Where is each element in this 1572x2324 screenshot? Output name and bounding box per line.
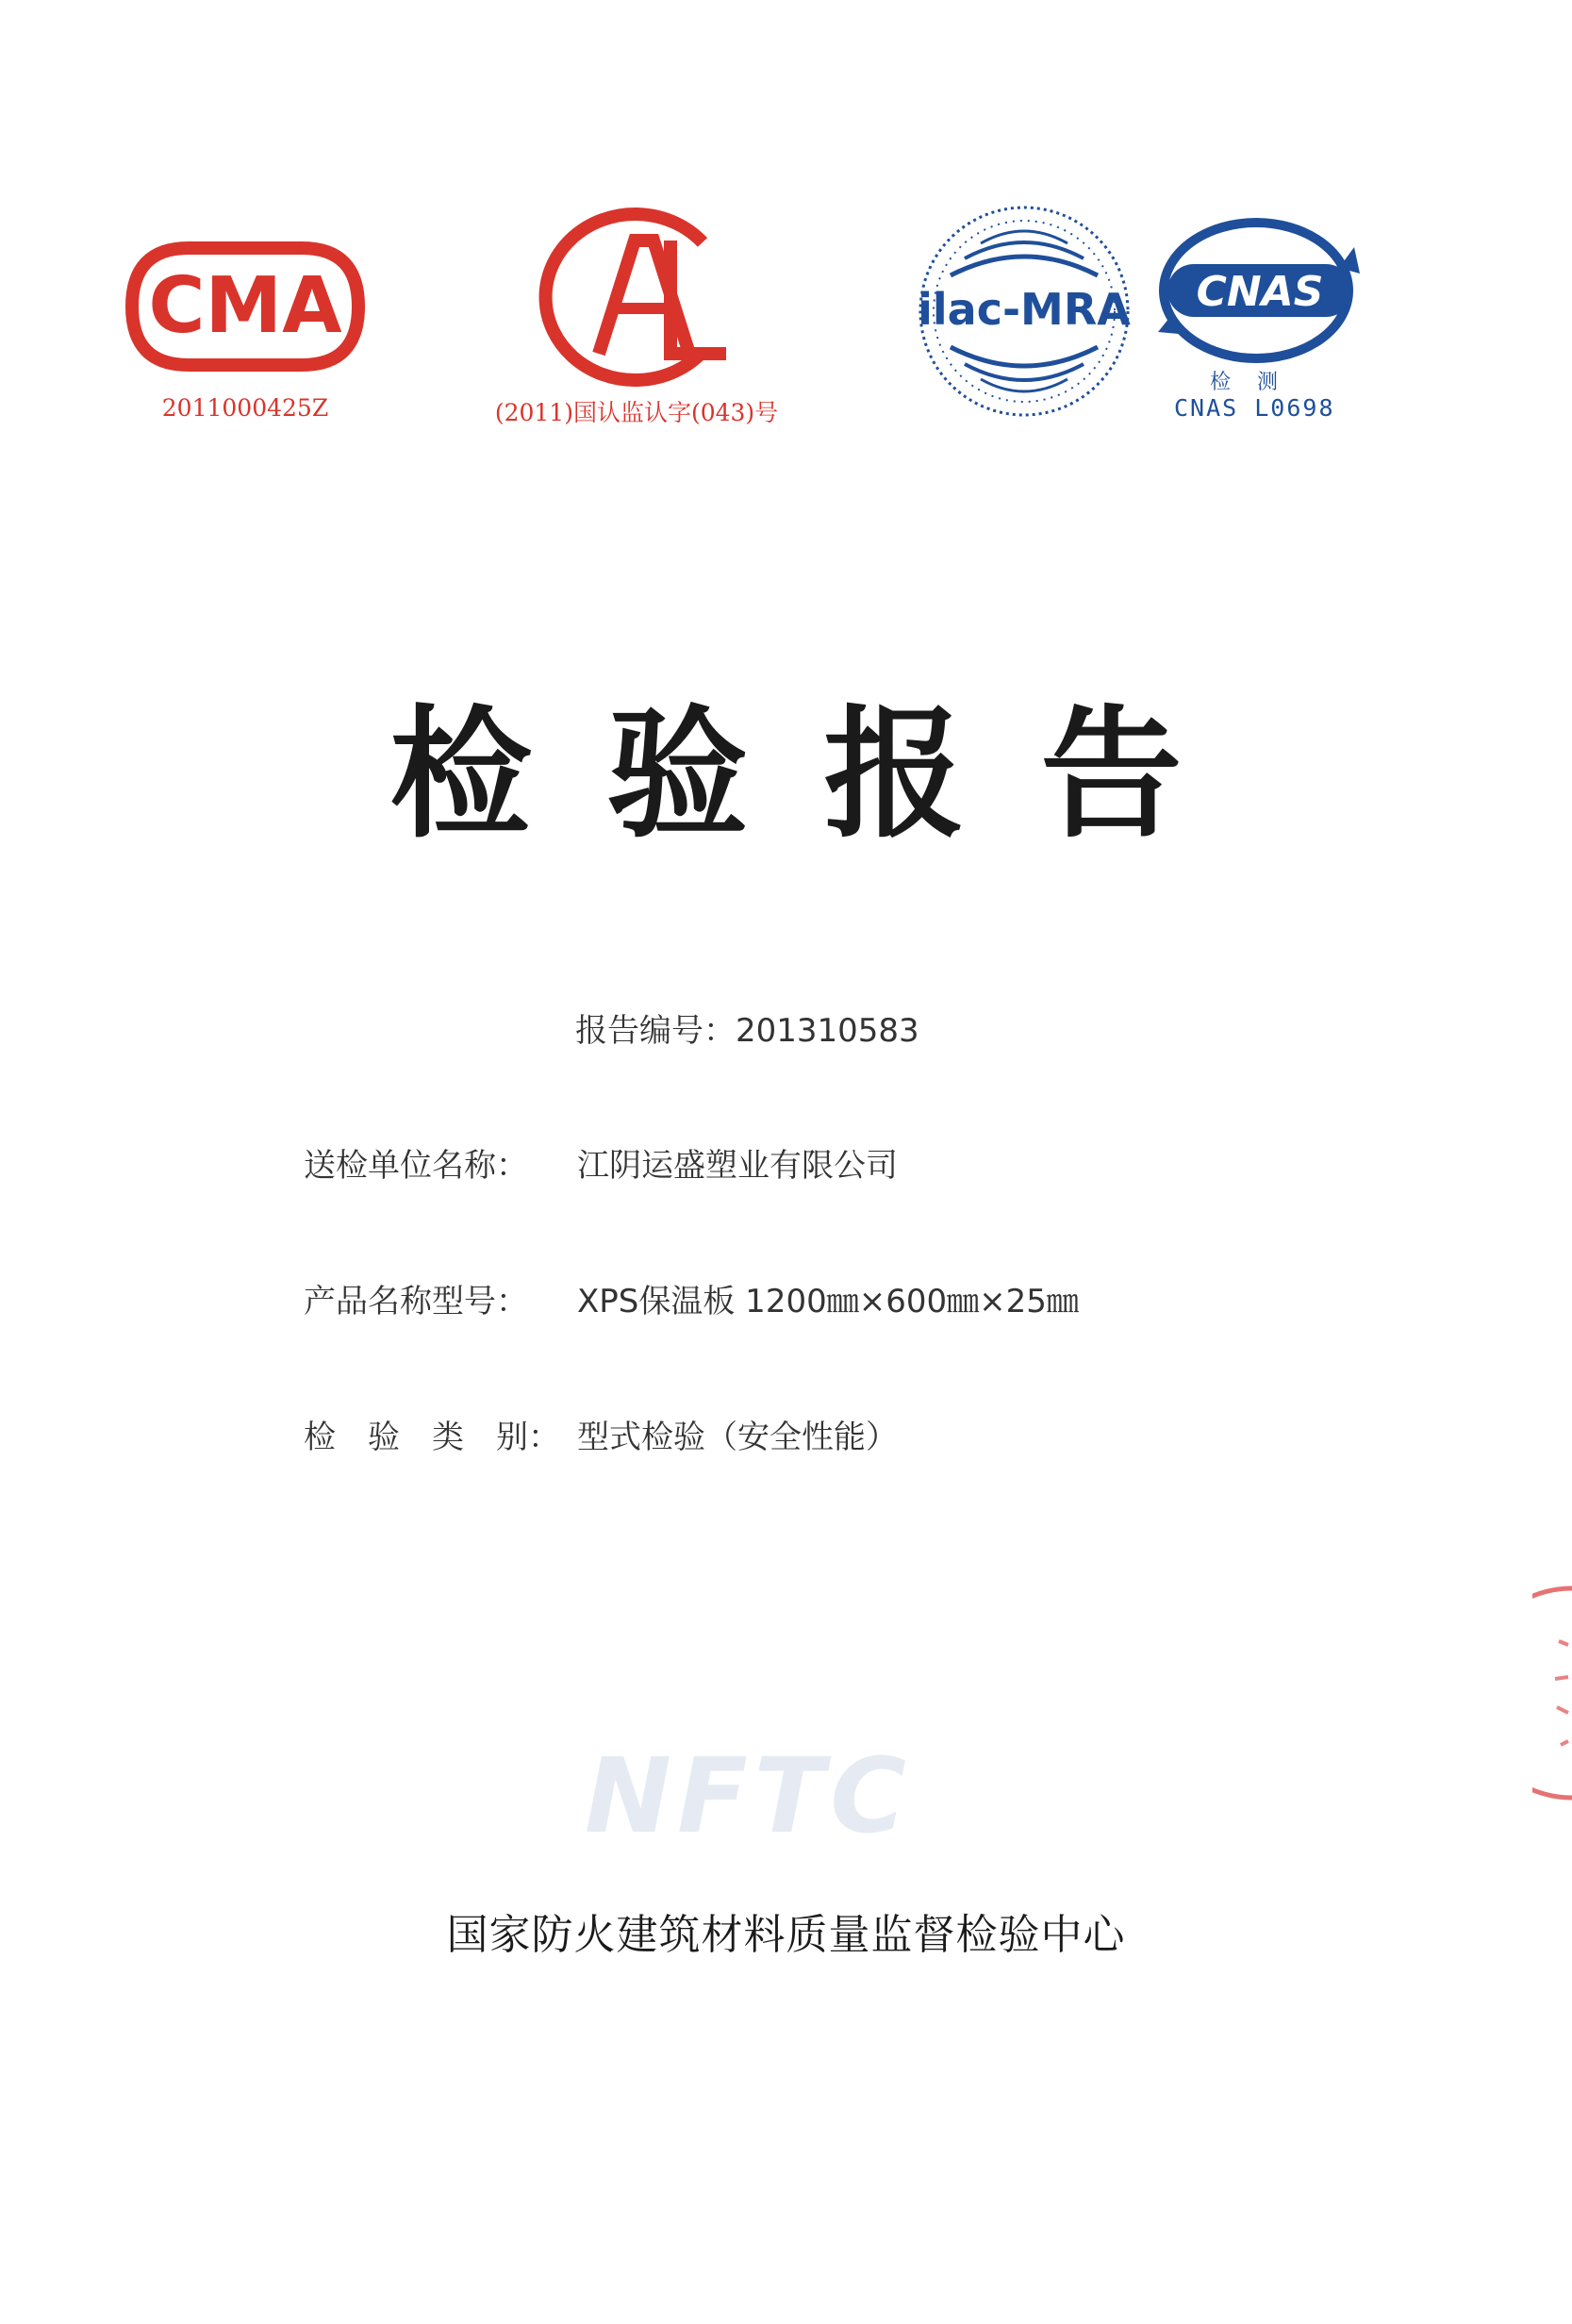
issuing-organization: 国家防火建筑材料质量监督检验中心 — [446, 1911, 1126, 1959]
field-test-type — [304, 1411, 898, 1457]
field-value: 型式检验（安全性能） — [577, 1419, 898, 1456]
cma-logo-text: CMA — [148, 261, 342, 351]
cnas-logo-text: CNAS — [1196, 268, 1324, 316]
nftc-watermark: NFTC — [585, 1735, 912, 1856]
field-value: 江阴运盛塑业有限公司 — [577, 1147, 898, 1185]
field-label: 检 验 类 别： — [304, 1419, 560, 1456]
report-number-label: 报告编号： — [575, 1012, 736, 1050]
cnas-logo — [1150, 209, 1367, 370]
field-label: 产品名称型号： — [304, 1283, 528, 1320]
cma-caption: 2011000425Z — [161, 394, 329, 422]
cma-logo — [123, 241, 368, 373]
cnas-caption: CNAS L0698 — [1174, 394, 1335, 422]
ilac-mra-logo — [913, 200, 1135, 423]
cal-caption: (2011)国认监认字(043)号 — [494, 399, 779, 426]
field-value: XPS保温板 1200㎜×600㎜×25㎜ — [577, 1283, 1079, 1320]
report-number — [575, 1004, 919, 1051]
field-label: 送检单位名称： — [304, 1147, 528, 1185]
seal-stamp — [1532, 1585, 1572, 1801]
cnas-sub-label: 检测 — [1210, 371, 1305, 394]
report-number-value: 201310583 — [736, 1012, 919, 1050]
ilac-mra-logo-text: ilac-MRA — [918, 284, 1131, 335]
field-product — [304, 1275, 1079, 1321]
report-title: 检验报告 — [389, 693, 1258, 857]
field-submitter — [304, 1139, 898, 1186]
cal-logo — [533, 203, 740, 391]
